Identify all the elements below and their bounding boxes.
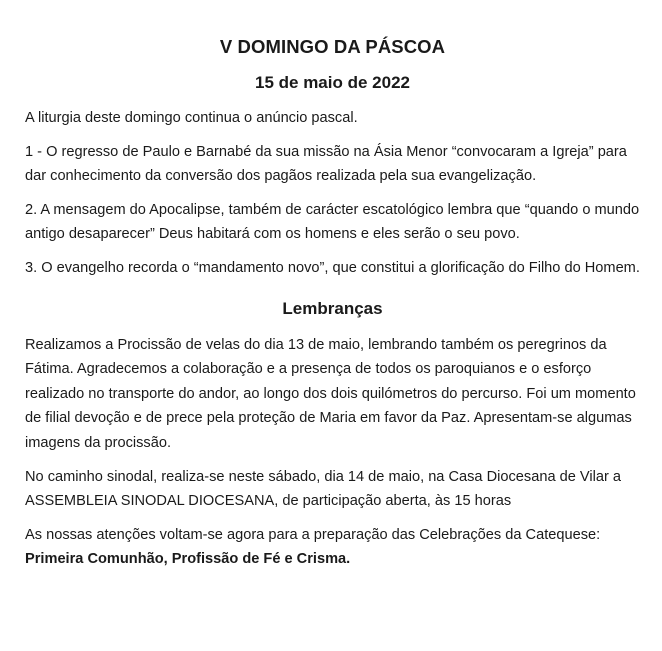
document-page [25, 36, 640, 581]
closing-text: As nossas atenções voltam-se agora para a preparação das Celebrações da Catequese: [25, 526, 601, 543]
point-2-paragraph: 2. A mensagem do Apocalipse, também de carácter escatológico lembra que “quando o mundo antigo desaparecer” Deus habitará com os homens e eles serão o seu povo. [25, 201, 640, 243]
closing-emphasis: Primeira Comunhão, Profissão de Fé e Crisma. [25, 551, 351, 568]
lembranca-sinodal-paragraph: No caminho sinodal, realiza-se neste sábado, dia 14 de maio, na Casa Diocesana de Vilar a ASSEMBLEIA SINODAL DIOCESANA, de participação aberta, às 15 horas [25, 468, 621, 510]
point-3-paragraph: 3. O evangelho recorda o “mandamento novo”, que constitui a glorificação do Filho do Homem. [25, 259, 640, 276]
closing-paragraph [25, 523, 640, 572]
intro-paragraph: A liturgia deste domingo continua o anúncio pascal. [25, 110, 358, 126]
lembranca-procissao-paragraph: Realizamos a Procissão de velas do dia 13 de maio, lembrando também os peregrinos da Fátima. Agradecemos a colaboração e a presença de todos os paroquianos e o esforço realizado no transporte do andor, ao longo dos dois quilómetros do percurso. Foi um momento de filial devoção e de prece pela proteção de Maria em favor da Paz. Apresentam-se algumas imagens da procissão. [25, 336, 636, 451]
document-title: V DOMINGO DA PÁSCOA [219, 36, 446, 57]
section-title-lembrancas: Lembranças [282, 298, 383, 318]
document-date: 15 de maio de 2022 [255, 73, 410, 92]
point-1-paragraph: 1 - O regresso de Paulo e Barnabé da sua missão na Ásia Menor “convocaram a Igreja” para dar conhecimento da conversão dos pagãos realizada pela sua evangelização. [25, 143, 627, 185]
